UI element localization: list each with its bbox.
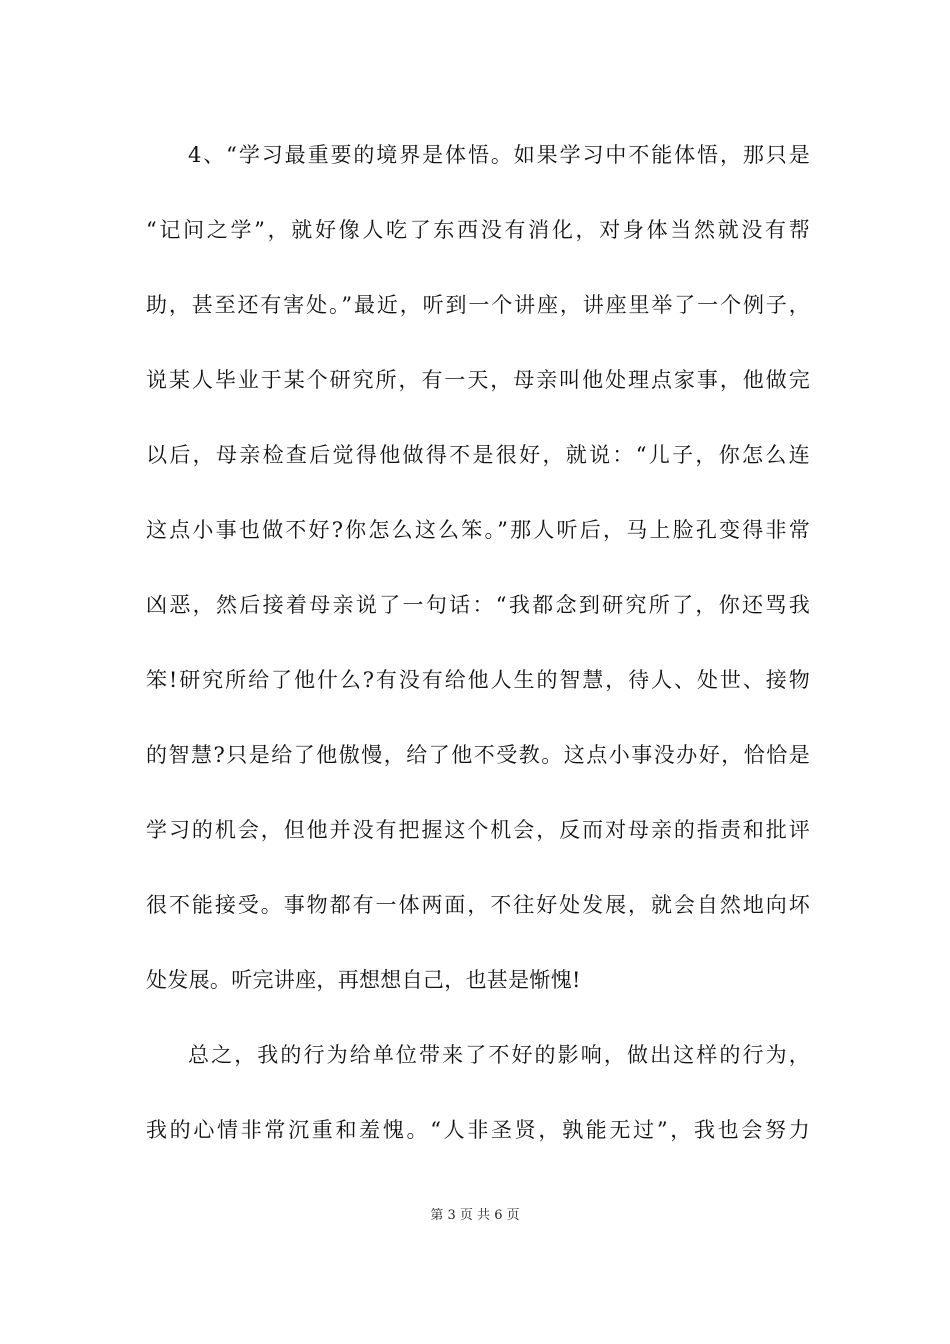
paragraph-line: 处发展。听完讲座，再想想自己，也甚是惭愧!: [146, 968, 581, 992]
paragraph-line: 说某人毕业于某个研究所，有一天，母亲叫他处理点家事，他做完: [146, 368, 810, 392]
paragraph-line: 很不能接受。事物都有一体两面，不往好处发展，就会自然地向坏: [146, 893, 810, 917]
paragraph-line: 我的心情非常沉重和羞愧。“人非圣贤，孰能无过”，我也会努力: [146, 1118, 810, 1142]
page-footer: 第 3 页 共 6 页: [430, 1208, 520, 1223]
paragraph-line: 凶恶，然后接着母亲说了一句话：“我都念到研究所了，你还骂我: [146, 593, 810, 617]
paragraph-line: 笨!研究所给了他什么?有没有给他人生的智慧，待人、处世、接物: [146, 668, 810, 692]
paragraph-line: 这点小事也做不好?你怎么这么笨。”那人听后，马上脸孔变得非常: [146, 518, 810, 542]
paragraph-line: “记问之学”，就好像人吃了东西没有消化，对身体当然就没有帮: [146, 218, 810, 242]
paragraph-line: 的智慧?只是给了他傲慢，给了他不受教。这点小事没办好，恰恰是: [146, 743, 810, 767]
paragraph-line: 以后，母亲检查后觉得他做得不是很好，就说：“儿子，你怎么连: [146, 443, 810, 467]
paragraph-line: 学习的机会，但他并没有把握这个机会，反而对母亲的指责和批评: [146, 818, 810, 842]
paragraph-line: 总之，我的行为给单位带来了不好的影响，做出这样的行为，: [188, 1043, 810, 1067]
paragraph-line: 助，甚至还有害处。”最近，听到一个讲座，讲座里举了一个例子，: [146, 293, 810, 317]
body-text: [146, 134, 810, 1184]
paragraph-line: 4、“学习最重要的境界是体悟。如果学习中不能体悟，那只是: [188, 143, 810, 167]
